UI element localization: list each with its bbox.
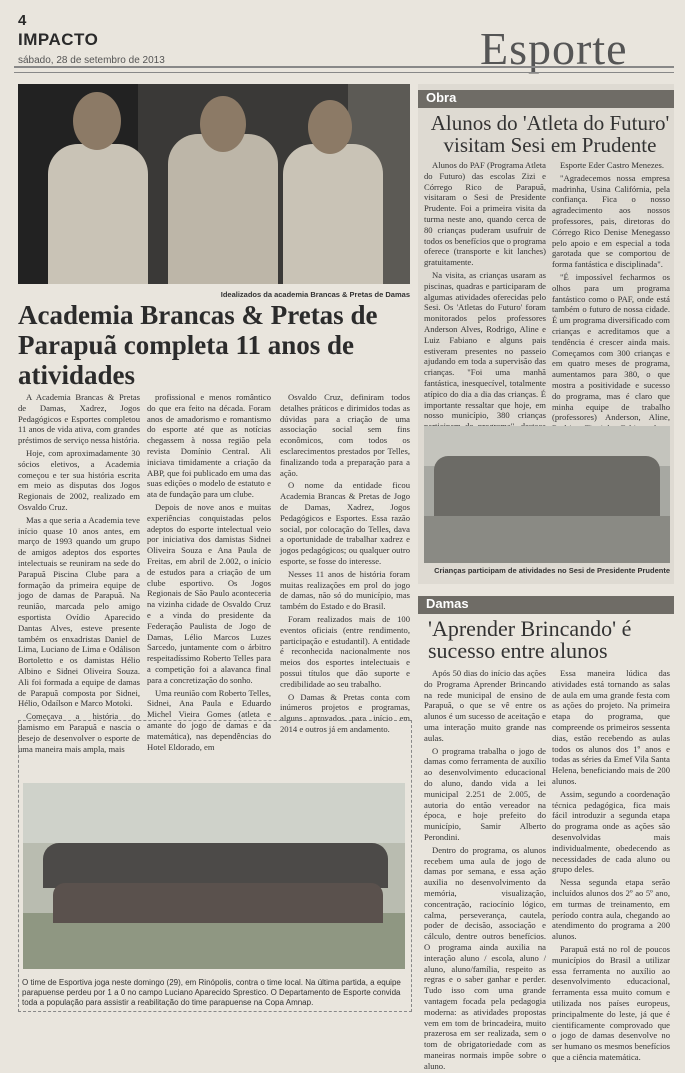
paragraph: Assim, segundo a coordenação técnica pedagógica, fica mais fácil introduzir a segunda etapa do programa onde as ações são desenvolvidas mais individualmente, obedecendo as necessidades de cada aluno ou grupo deles. [552, 788, 670, 875]
paragraph: Foram realizados mais de 100 eventos oficiais (entre rendimento, participação e estudantil). A entidade é reconhecida nacionalmente nos meios dos esportes intelectuais e possui títulos que dão suporte e credibilidade ao seu trabalho. [280, 613, 410, 689]
paragraph: Parapuã está no rol de poucos municípios do Brasil a utilizar essa ferramenta no auxílio ao desenvolvimento educacional, ferramenta essa muito comum e utilizada nos países europeus, principalmente do leste, já que é cientificamente comprovado que o jogo de damas desenvolve no ser humano os mesmos benefícios que a ciência matemática. [552, 943, 670, 1062]
paragraph: Essa maneira lúdica das atividades está tornando as salas de aula em uma grande festa com as ações do projeto. Na primeira etapa do programa, que compreende os primeiros sessenta dias, estão recebendo as aulas todos os alunos dos 1º anos e todas as séries da Emef Vila Santa Helena, beneficiando mais de 200 alunos. [552, 668, 670, 786]
issue-date: sábado, 28 de setembro de 2013 [18, 55, 165, 66]
damas-column-1 [424, 668, 546, 1073]
paragraph: Mas a que seria a Academia teve início quase 10 anos antes, em março de 1993 quando um grupo de amigos adeptos dos esportes intelectuais se reuniram na sede do Parapuã Piscina Clube para a formação da primeira equipe de jogo de damas de Parapuã. Na reunião, marcada pelo amigo esportista Ovídio Aparecido Dantas Alves, esteve presente também os enxadristas Daniel de Lima, Luciano de Lima e Odálison Bortoletto e os damistas Hélio Albino e Sidnei Oliveira Souza. Ali foi formada a equipe de damas de Parapuã composta por Sidnei, Hélio, Odaílson e Marco Motoki. [18, 514, 140, 709]
academy-photo-caption: Idealizados da academia Brancas & Pretas de Damas [220, 290, 410, 299]
paragraph: O nome da entidade ficou Academia Brancas & Pretas de Jogo de Damas, Xadrez, Jogos Pedagógicos e Esportes. Essa razão social, por colocação do Telles, dava a oportunidade de trabalhar xadrez e jogos pedagógicos; ou qualquer outro esporte, se fosse do interesse. [280, 480, 410, 566]
damas-headline: 'Aprender Brincando' é sucesso entre alunos [428, 616, 632, 663]
damas-kicker: Damas [418, 596, 674, 614]
paragraph: Na visita, as crianças usaram as piscinas, quadras e participaram de algumas atividades oferecidas pelo Sesi. Os 'Atletas do Futuro' foram monitorados pelos professores Anderson Alves, Rodrigo, Aline e Luiz Fabiano e alguns pais estiveram presentes no passeio ajudando em toda a supervisão das crianças. "Foi uma manhã fantástica, inesquecível, totalmente atípico do dia a dia das crianças. É importante ressaltar que hoje, em nosso município, 380 crianças [424, 269, 546, 421]
main-headline: Academia Brancas & Pretas de Parapuã completa 11 anos de atividades [18, 300, 378, 390]
paragraph: Uma reunião com Roberto Telles, Sidnei, Ana Paula e Eduardo Michel Vieira Gomes (atleta e amante do jogo de damas e da matemática), nas dependências do Hotel Eldorado, em [147, 687, 271, 752]
paragraph: Depois de nove anos e muitas experiências conquistadas pelos adeptos do esporte intelectual veio por iniciativa dos damistas Sidnei Oliveira Souza e Ana Paula de Freitas, em abril de 2.002, o início de estudos para a criação de um clube esportivo. Os Jogos Regionais de São Paulo aconteceria na vizinha cidade de Osvaldo Cruz e a vinda do presidente da Federação Paulista de Jogo de Damas, Lélio Marcos Luzes Sarcedo, juntamente com o árbitro respeitadíssimo Roberto Telles para a competição foi a alavanca final para a concretização do sonho. [147, 501, 271, 685]
main-article-column-2 [147, 392, 271, 754]
paragraph: Nessa segunda etapa serão incluídos alunos dos 2º ao 5º ano, em turmas de treinamento, em período contra aula, chegando ao atendimento do programa a 200 alunos. [552, 877, 670, 942]
obra-column-1 [424, 160, 546, 445]
paragraph: Após 50 dias do início das ações do Programa Aprender Brincando na rede municipal de ensino de Parapuã, o que se vê entre os alunos é um sucesso de aceitação e uma interação muito grande nas aulas. [424, 668, 546, 743]
team-photo-caption: O time de Esportiva joga neste domingo (29), em Rinópolis, contra o time local. Na última partida, a equipe parapuense perdeu por 1 a 0 no campo Luciano Aparecido Sprestico. O Departamento de Esporte convida toda a população para assistir a reabilitação do time parapuense na Copa Amnap. [22, 978, 401, 1007]
main-article-column-3 [280, 392, 410, 737]
damas-column-2 [552, 668, 670, 1065]
newspaper-brand: IMPACTO [18, 30, 99, 49]
paragraph: O programa trabalha o jogo de damas como ferramenta de auxílio ao desenvolvimento educacional do aluno, dando vida a lei municipal 2.251 de 2.005, de autoria do então vereador na época, e hoje prefeito do município, Samir Alberto Perondini. [424, 745, 546, 842]
team-photo-box [18, 720, 412, 1012]
section-title: Esporte [480, 23, 628, 74]
paragraph: Hoje, com aproximadamente 30 sócios eletivos, a Academia começou e ter sua história escrita em meio as disputas dos Jogos Regionais de 2002, realizado em Osvaldo Cruz. [18, 447, 140, 512]
page-number: 4 [18, 12, 27, 29]
paragraph: Nesses 11 anos de história foram muitas realizações em prol do jogo de damas, não só do município, mas também do Estado e do Brasil. [280, 568, 410, 612]
sesi-photo-caption: Crianças participam de atividades no Sesi de Presidente Prudente [434, 566, 670, 575]
football-team-photo [23, 783, 405, 969]
paragraph: profissional e menos romântico do que era feito na década. Foram anos de amadorismo e romantismo do esporte até que as notícias chegassem à nossa região pela revista Domínio Central. Ali iniciava timidamente a criação da ABP, que foi publicado em uma das suas edições o modelo de estatuto e ata de fundação para um clube. [147, 392, 271, 500]
paragraph: "Agradecemos nossa empresa madrinha, Usina Califórnia, pela confiança. Fica o nosso agradecimento aos nossos professores, pais, diretoras do Córrego Rico Denise Menegasso pelo apoio e em especial a toda garotada que se comportou de forma fantástica e disciplinada". [552, 172, 670, 270]
obra-column-2 [552, 160, 670, 458]
obra-headline: Alunos do 'Atleta do Futuro' visitam Sesi em Prudente [430, 111, 670, 157]
paragraph: Alunos do PAF (Programa Atleta do Futuro) das escolas Zizi e Córrego Rico de Parapuã, visitaram o Sesi de Presidente Prudente. Foi a primeira visita da turma neste ano, quando cerca de 80 crianças puderam usufruir de todos os benefícios que o programa oferece (transporte e kit lanches) gratuitamente. [424, 160, 546, 268]
paragraph: Esporte Eder Castro Menezes. [560, 160, 665, 170]
children-sesi-photo [424, 426, 670, 563]
paragraph: O Damas & Pretas conta com inúmeros projetos e programas, alguns aprovados para início em 2014 e outros já em andamento. [280, 691, 410, 734]
academy-founders-photo [18, 84, 410, 284]
paragraph: "É impossível fecharmos os olhos para um programa fantástico como o PAF, onde está também o futuro de nossa cidade. É um programa diversificado com crianças e acreditamos que a tendência é crescer ainda mais. Começamos com 300 crianças e em quatro meses de programa, aumentamos para 380, o que mostra a positividade e sucesso do programa, mas é claro que minha equipe de trabalho (professores) Anderson, Aline, [552, 271, 670, 423]
paragraph: Dentro do programa, os alunos recebem uma aula de jogo de damas por semana, e essa ação auxilia no desenvolvimento da memória, visualização, concentração, raciocínio lógico, calma, perseverança, cautela, poder de decisão, associação e cálculo, dentre outros benefícios. O programa ainda auxilia na interação aluno / escola, aluno / aluno, aluno/família, respeito as regras e o saber ganhar e perder. Tudo isso com uma grande vantagem focada pela pedagogia moderna: as atividades propostas vem em tom de brincadeira, muito prazerosa em ser realizada, sem o tom de obrigatoriedade com as maneiras normais impõe sobre o aluno. [424, 844, 546, 1071]
paragraph: Começava a história do damismo em Parapuã e nascia o desejo de desenvolver o esporte de uma maneira mais ampla, mais [18, 711, 140, 754]
obra-kicker: Obra [418, 90, 674, 108]
paragraph: Osvaldo Cruz, definiram todos detalhes práticos e dirimidos todas as dúvidas para a criação de uma associação social sem fins econômicos, com todos os esclarecimentos prestados por Telles, finalizando toda a preparação para a ação. [280, 392, 410, 478]
paragraph: A Academia Brancas & Pretas de Damas, Xadrez, Jogos Pedagógicos e Esportes completou 11 anos de vida ativa, com grandes préstimos de serviço nessa história. [18, 392, 140, 446]
header-rule [14, 66, 674, 73]
main-article-column-1 [18, 392, 140, 756]
